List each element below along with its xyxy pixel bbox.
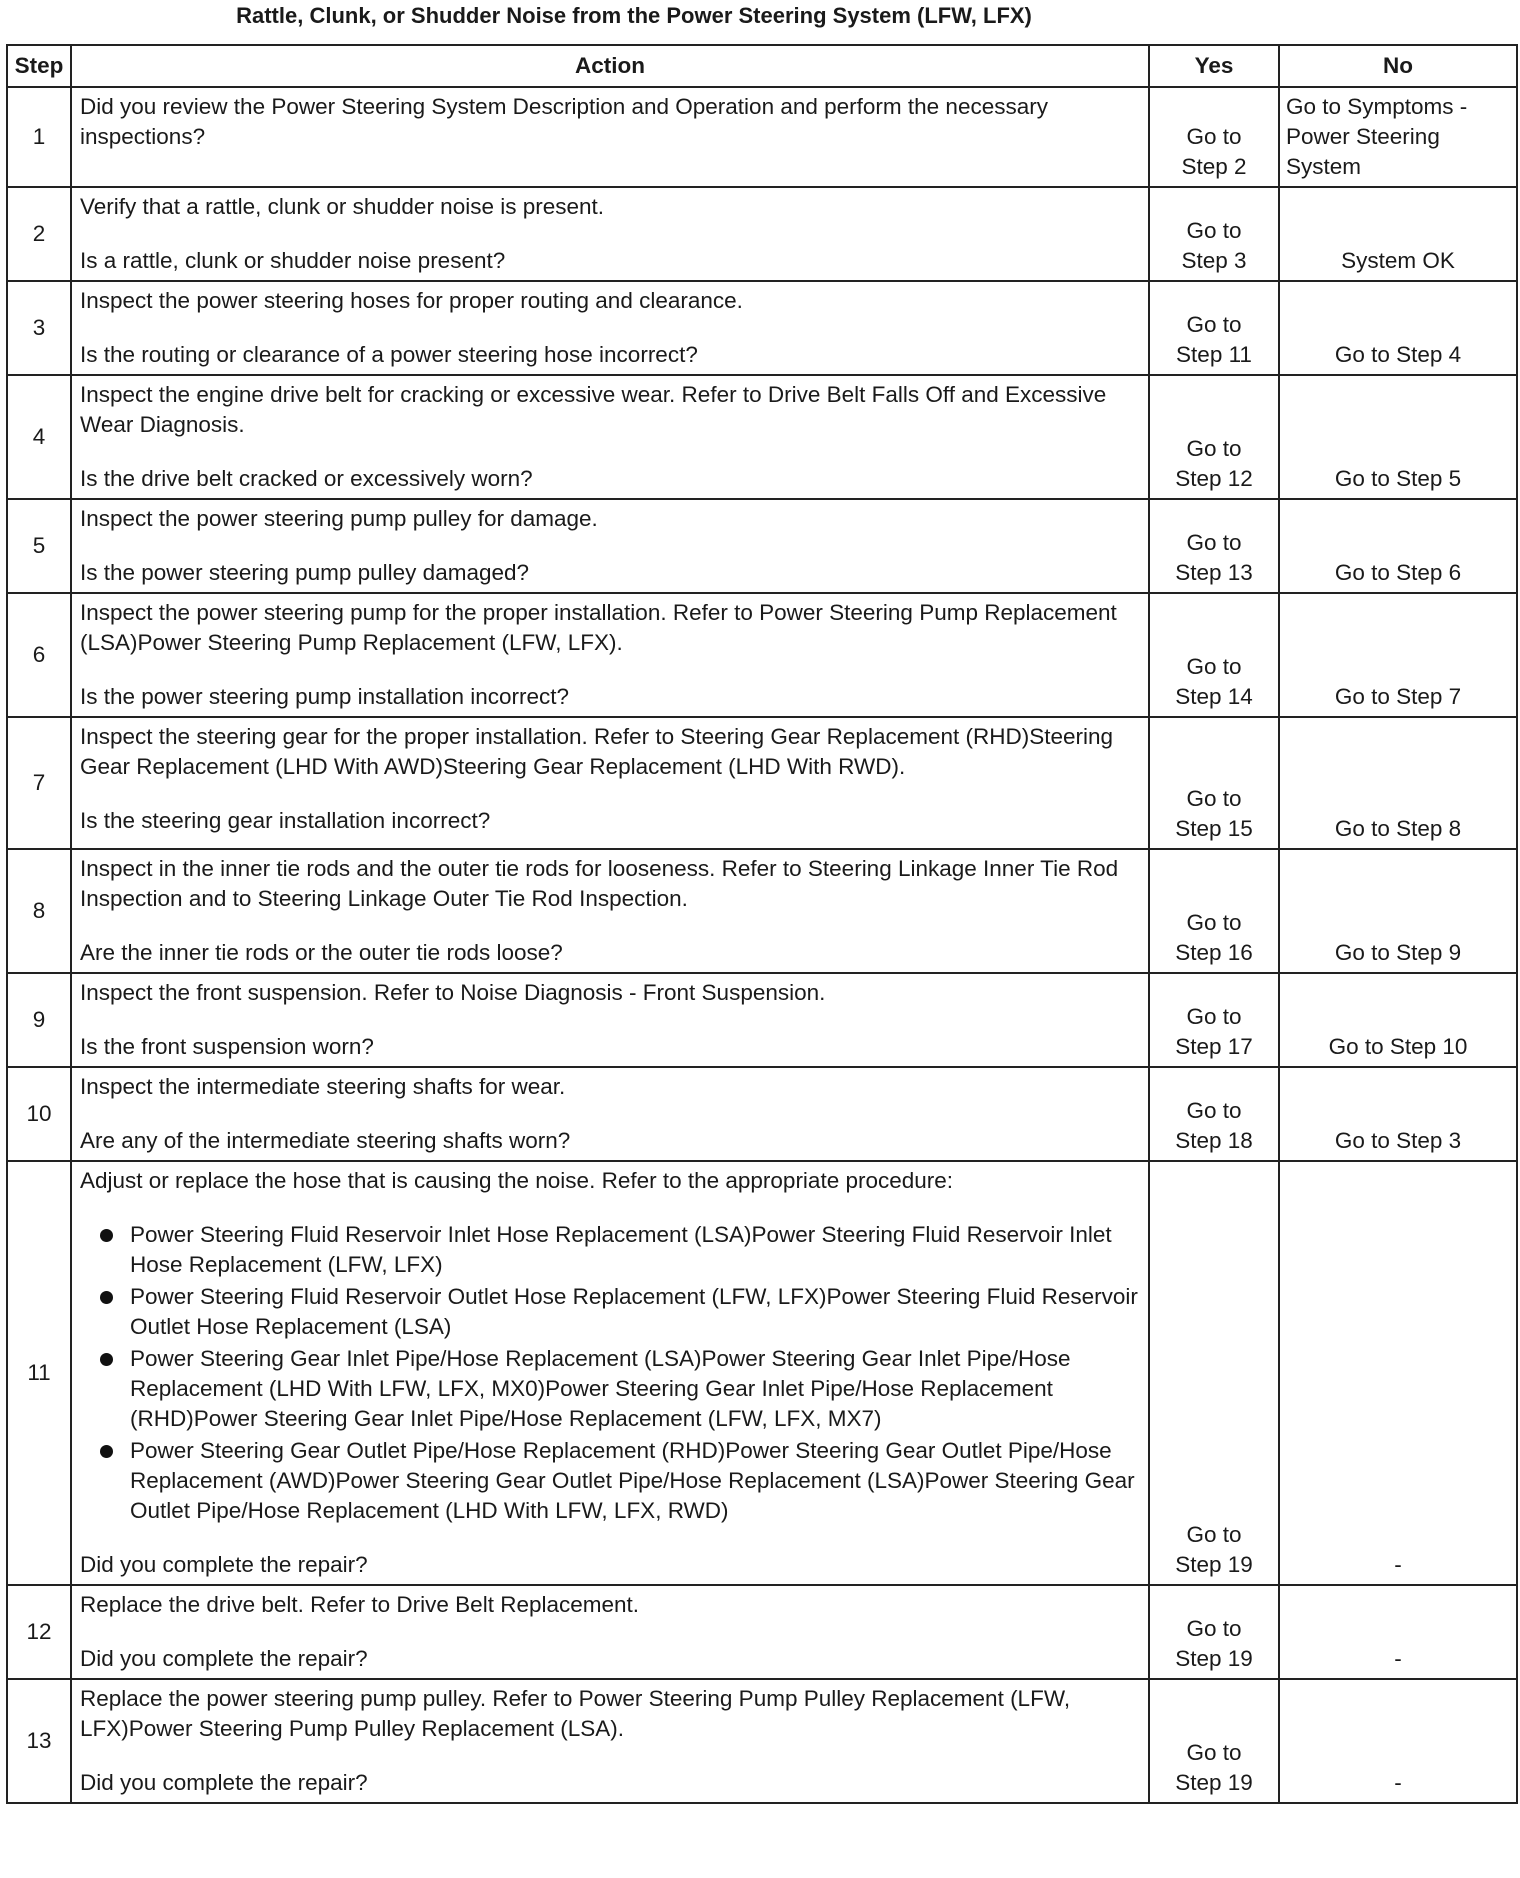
no-cell [1279,1679,1517,1803]
question-text: Did you complete the repair? [80,1770,368,1795]
action-text: Inspect the front suspension. Refer to Noise Diagnosis - Front Suspension. [80,980,826,1005]
step-number: 9 [7,973,71,1067]
list-item: Power Steering Fluid Reservoir Outlet Hose Replacement (LFW, LFX)Power Steering Fluid Reservoir Outlet Hose Replacement (LSA) [80,1282,1140,1342]
question-text: Is the drive belt cracked or excessively worn? [80,466,533,491]
no-text: Go to Step 3 [1334,1128,1462,1153]
no-text: System OK [1341,248,1455,273]
table-row [7,87,1517,187]
action-cell [71,593,1149,717]
list-item: Power Steering Fluid Reservoir Inlet Hose Replacement (LSA)Power Steering Fluid Reservoir Inlet Hose Replacement (LFW, LFX) [80,1220,1140,1280]
yes-text: Go to Step 19 [1175,1616,1253,1671]
action-text: Inspect the engine drive belt for cracking or excessive wear. Refer to Drive Belt Falls Off and Excessive Wear Diagnosis. [80,382,1107,437]
question-text: Is the routing or clearance of a power steering hose incorrect? [80,342,698,367]
question-text: Did you complete the repair? [80,1552,368,1577]
yes-text: Go to Step 19 [1175,1522,1253,1577]
action-cell [71,1067,1149,1161]
step-number: 5 [7,499,71,593]
no-cell [1279,849,1517,973]
action-cell [71,717,1149,849]
step-number: 1 [7,87,71,187]
no-text: Go to Step 6 [1334,560,1462,585]
question-text: Is the front suspension worn? [80,1034,374,1059]
header-yes: Yes [1149,45,1279,87]
yes-cell [1149,1679,1279,1803]
action-cell [71,973,1149,1067]
yes-cell [1149,281,1279,375]
yes-cell [1149,849,1279,973]
no-text: Go to Step 10 [1328,1034,1468,1059]
action-text: Inspect the steering gear for the proper installation. Refer to Steering Gear Replacement (RHD)Steering Gear Replacement (LHD With AWD)Steering Gear Replacement (LHD With RWD). [80,724,1114,779]
table-row [7,1161,1517,1585]
no-cell [1279,375,1517,499]
action-text: Verify that a rattle, clunk or shudder noise is present. [80,194,605,219]
question-text: Is the power steering pump installation incorrect? [80,684,570,709]
diagnostic-table [6,44,1518,1804]
no-cell [1279,87,1517,187]
yes-text: Go to Step 11 [1176,312,1252,367]
question-text: Is the power steering pump pulley damaged? [80,560,530,585]
no-cell [1279,593,1517,717]
no-cell [1279,499,1517,593]
header-step: Step [7,45,71,87]
action-text: Inspect the intermediate steering shafts for wear. [80,1074,566,1099]
question-text: Are the inner tie rods or the outer tie rods loose? [80,940,563,965]
no-text: Go to Step 9 [1334,940,1462,965]
action-cell [71,1679,1149,1803]
no-text: Go to Step 5 [1334,466,1462,491]
no-cell [1279,1161,1517,1585]
table-row [7,375,1517,499]
yes-text: Go to Step 13 [1175,530,1253,585]
yes-cell [1149,499,1279,593]
table-row [7,717,1517,849]
table-row [7,1067,1517,1161]
yes-cell [1149,593,1279,717]
yes-cell [1149,1067,1279,1161]
yes-cell [1149,1585,1279,1679]
step-number: 8 [7,849,71,973]
step-number: 6 [7,593,71,717]
table-row [7,1679,1517,1803]
no-cell [1279,187,1517,281]
action-cell [71,1585,1149,1679]
action-text: Replace the power steering pump pulley. Refer to Power Steering Pump Pulley Replacement (LFW, LFX)Power Steering Pump Pulley Replacement (LSA). [80,1686,1071,1741]
action-text: Inspect the power steering hoses for proper routing and clearance. [80,288,743,313]
action-cell [71,281,1149,375]
yes-cell [1149,973,1279,1067]
action-cell [71,187,1149,281]
action-cell [71,499,1149,593]
header-action: Action [71,45,1149,87]
action-cell [71,1161,1149,1585]
yes-cell [1149,187,1279,281]
question-text: Is a rattle, clunk or shudder noise present? [80,248,506,273]
list-item: Power Steering Gear Inlet Pipe/Hose Replacement (LSA)Power Steering Gear Inlet Pipe/Hose Replacement (LHD With LFW, LFX, MX0)Power Steering Gear Inlet Pipe/Hose Replacement (RHD)Power Steering Gear Inlet Pipe/Hose Replacement (LFW, LFX, MX7) [80,1344,1140,1434]
yes-text: Go to Step 16 [1175,910,1253,965]
no-text: - [1394,1770,1402,1795]
no-cell [1279,1067,1517,1161]
table-row [7,281,1517,375]
procedure-list [80,1220,1140,1526]
yes-cell [1149,375,1279,499]
no-cell [1279,1585,1517,1679]
action-text: Inspect the power steering pump pulley for damage. [80,506,598,531]
table-row [7,849,1517,973]
no-cell [1279,973,1517,1067]
question-text: Is the steering gear installation incorrect? [80,808,491,833]
action-text: Inspect the power steering pump for the proper installation. Refer to Power Steering Pump Replacement (LSA)Power Steering Pump Replacement (LFW, LFX). [80,600,1117,655]
header-no: No [1279,45,1517,87]
yes-cell [1149,87,1279,187]
action-cell [71,849,1149,973]
table-header-row [7,45,1517,87]
step-number: 3 [7,281,71,375]
no-text: - [1394,1552,1402,1577]
table-row [7,1585,1517,1679]
step-number: 2 [7,187,71,281]
no-text: Go to Step 7 [1334,684,1462,709]
no-text: Go to Step 4 [1334,342,1462,367]
action-text: Adjust or replace the hose that is causing the noise. Refer to the appropriate procedure: [80,1168,954,1193]
action-text: Inspect in the inner tie rods and the outer tie rods for looseness. Refer to Steering Linkage Inner Tie Rod Inspection and to Steering Linkage Outer Tie Rod Inspection. [80,856,1119,911]
no-cell [1279,717,1517,849]
no-text: Go to Step 8 [1334,816,1462,841]
yes-text: Go to Step 3 [1181,218,1247,273]
no-text: Go to Symptoms - Power Steering System [1286,94,1468,179]
step-number: 7 [7,717,71,849]
yes-cell [1149,717,1279,849]
table-row [7,973,1517,1067]
question-text: Did you complete the repair? [80,1646,368,1671]
list-item: Power Steering Gear Outlet Pipe/Hose Replacement (RHD)Power Steering Gear Outlet Pipe/Hose Replacement (AWD)Power Steering Gear Outlet Pipe/Hose Replacement (LSA)Power Steering Gear Outlet Pipe/Hose Replacement (LHD With LFW, LFX, RWD) [80,1436,1140,1526]
table-row [7,187,1517,281]
action-text: Replace the drive belt. Refer to Drive Belt Replacement. [80,1592,640,1617]
table-row [7,499,1517,593]
action-text: Did you review the Power Steering System Description and Operation and perform the necessary inspections? [80,94,1048,149]
action-cell [71,375,1149,499]
question-text: Are any of the intermediate steering shafts worn? [80,1128,571,1153]
yes-text: Go to Step 12 [1175,436,1253,491]
step-number: 11 [7,1161,71,1585]
yes-text: Go to Step 18 [1175,1098,1253,1153]
step-number: 4 [7,375,71,499]
yes-text: Go to Step 14 [1175,654,1253,709]
step-number: 12 [7,1585,71,1679]
page-title: Rattle, Clunk, or Shudder Noise from the Power Steering System (LFW, LFX) [236,3,1032,28]
yes-text: Go to Step 17 [1175,1004,1253,1059]
no-cell [1279,281,1517,375]
step-number: 10 [7,1067,71,1161]
no-text: - [1394,1646,1402,1671]
yes-text: Go to Step 2 [1181,124,1247,179]
yes-text: Go to Step 19 [1175,1740,1253,1795]
table-row [7,593,1517,717]
yes-text: Go to Step 15 [1175,786,1253,841]
action-cell [71,87,1149,187]
yes-cell [1149,1161,1279,1585]
step-number: 13 [7,1679,71,1803]
